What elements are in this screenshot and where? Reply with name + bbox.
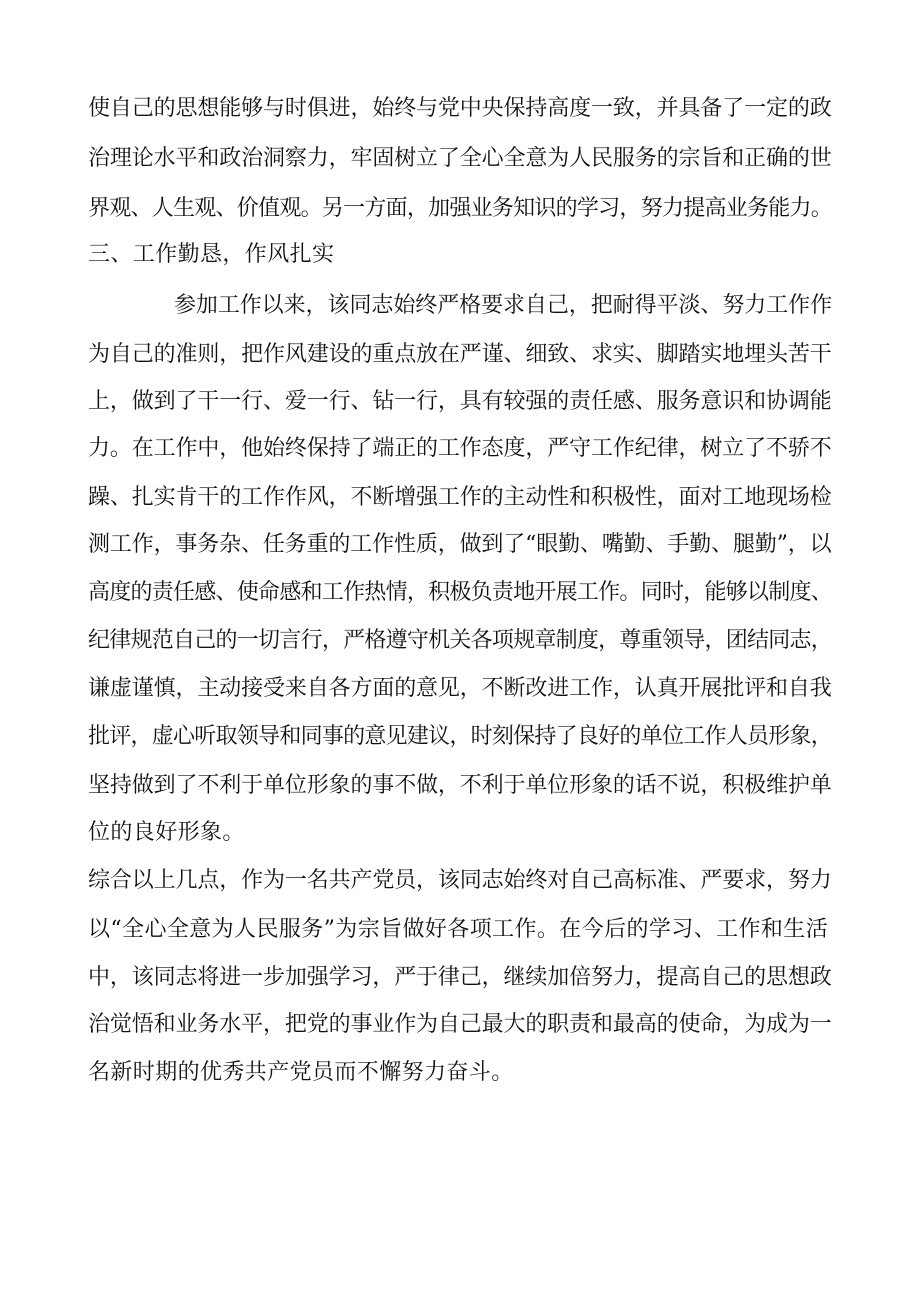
text-line: 躁、扎实肯干的工作作风，不断增强工作的主动性和积极性，面对工地现场检 [88,485,832,510]
text-line: 综合以上几点，作为一名共产党员，该同志始终对自己高标准、严要求，努力 [88,868,832,893]
text-line: 治理论水平和政治洞察力，牢固树立了全心全意为人民服务的宗旨和正确的世 [88,146,832,171]
text-line: 为自己的准则，把作风建设的重点放在严谨、细致、求实、脚踏实地埋头苦干 [88,342,832,367]
text-line: 测工作，事务杂、任务重的工作性质，做到了“眼勤、嘴勤、手勤、腿勤”，以 [88,532,832,557]
text-line: 高度的责任感、使命感和工作热情，积极负责地开展工作。同时，能够以制度、 [88,580,833,605]
paragraph-first-line: 参加工作以来，该同志始终严格要求自己，把耐得平淡、努力工作作 [174,293,833,318]
text-line: 名新时期的优秀共产党员而不懈努力奋斗。 [88,1060,514,1085]
section-heading: 三、工作勤恳，作风扎实 [88,242,335,267]
text-line: 界观、人生观、价值观。另一方面，加强业务知识的学习，努力提高业务能力。 [88,196,833,221]
text-line: 坚持做到了不利于单位形象的事不做，不利于单位形象的话不说，积极维护单 [88,773,832,798]
text-line: 纪律规范自己的一切言行，严格遵守机关各项规章制度，尊重领导，团结同志， [88,628,833,653]
text-line: 治觉悟和业务水平，把党的事业作为自己最大的职责和最高的使命，为成为一 [88,1012,832,1037]
text-line: 批评，虚心听取领导和同事的意见建议，时刻保持了良好的单位工作人员形象， [88,724,833,749]
text-line: 中，该同志将进一步加强学习，严于律己，继续加倍努力，提高自己的思想政 [88,965,832,990]
text-line: 谦虚谨慎，主动接受来自各方面的意见，不断改进工作，认真开展批评和自我 [88,676,832,701]
text-line: 力。在工作中，他始终保持了端正的工作态度，严守工作纪律，树立了不骄不 [88,436,832,461]
text-line: 位的良好形象。 [88,820,245,845]
text-line: 使自己的思想能够与时俱进，始终与党中央保持高度一致，并具备了一定的政 [88,96,832,121]
text-line: 以“全心全意为人民服务”为宗旨做好各项工作。在今后的学习、工作和生活 [88,917,829,942]
text-line: 上，做到了干一行、爱一行、钻一行，具有较强的责任感、服务意识和协调能 [88,389,832,414]
